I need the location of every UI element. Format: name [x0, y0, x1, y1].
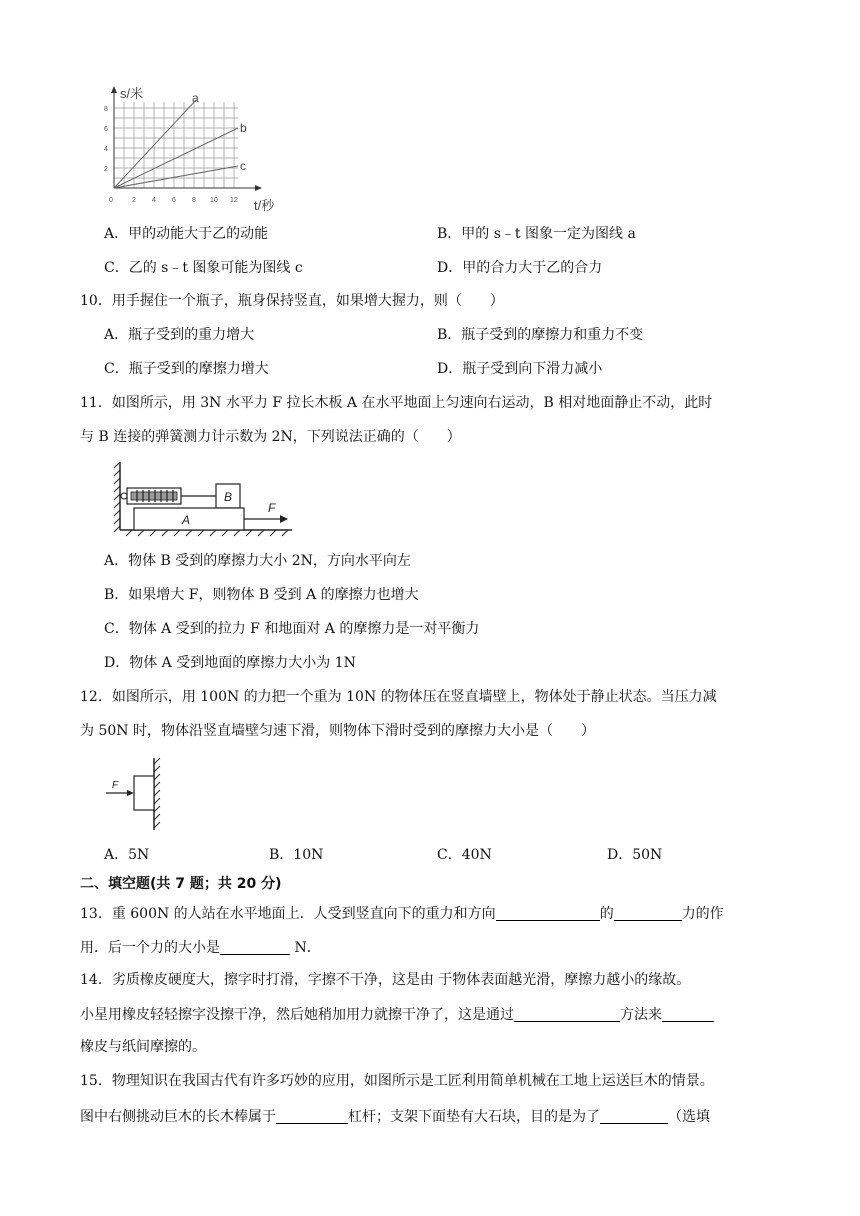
q11-option-a: A．物体 B 受到的摩擦力大小 2N，方向水平向左: [104, 553, 411, 569]
q9-option-a: A．甲的动能大于乙的动能: [104, 226, 269, 242]
q15-text: 杠杆；支架下面垫有大石块，目的是为了: [348, 1109, 600, 1125]
force-f-label: F: [268, 501, 276, 515]
block-b-label: B: [224, 490, 233, 504]
q11-option-c: C．物体 A 受到的拉力 F 和地面对 A 的摩擦力是一对平衡力: [104, 621, 480, 637]
q15-text: 图中右侧挑动巨木的长木棒属于: [80, 1109, 276, 1125]
q12-stem-line2: 为 50N 时，物体沿竖直墙壁匀速下滑，则物体下滑时受到的摩擦力大小是（ ）: [80, 723, 595, 739]
q15-text: （选填: [668, 1109, 710, 1125]
force-f-label: F: [112, 780, 119, 791]
x-tick: 2: [132, 197, 136, 204]
y-tick: 6: [104, 126, 108, 133]
q11-option-b: B．如果增大 F，则物体 B 受到 A 的摩擦力也增大: [104, 587, 419, 603]
q12-option-d: D．50N: [607, 847, 663, 863]
q9-option-c: C．乙的 s﹣t 图象可能为图线 c: [104, 260, 303, 276]
line-label-b: b: [240, 121, 247, 135]
q13-text: 的: [599, 906, 614, 922]
y-axis-label: s/米: [120, 86, 144, 101]
q15-blank-1[interactable]: [276, 1108, 348, 1124]
q13-blank-2[interactable]: [614, 905, 682, 921]
section-heading: 二、填空题(共 7 题；共 20 分): [80, 876, 282, 892]
q10-option-a: A．瓶子受到的重力增大: [104, 327, 255, 343]
y-tick: 8: [104, 106, 108, 113]
q14-line2: [80, 1006, 714, 1022]
q15-blank-2[interactable]: [600, 1108, 668, 1124]
q13-blank-3[interactable]: [220, 939, 290, 955]
line-c: [114, 166, 238, 188]
x-tick: 0: [109, 197, 113, 204]
q12-option-a: A．5N: [104, 847, 150, 863]
q11-stem-line1: 11．如图所示，用 3N 水平力 F 拉长木板 A 在水平地面上匀速向右运动，B 相对地面静止不动，此时: [80, 395, 713, 411]
q13-blank-1[interactable]: [496, 905, 600, 921]
y-tick: 2: [104, 166, 108, 173]
q14-text: 小星用橡皮轻轻擦字没擦干净，然后她稍加用力就擦干净了，这是通过: [80, 1007, 514, 1023]
q10-option-d: D．瓶子受到向下滑力减小: [437, 361, 603, 377]
q13-text: 13．重 600N 的人站在水平地面上．人受到竖直向下的重力和方向: [80, 906, 496, 922]
q10-option-b: B．瓶子受到的摩擦力和重力不变: [437, 327, 644, 343]
q15-line2: [80, 1108, 710, 1124]
spring-scale-figure: [112, 460, 294, 538]
q12-option-b: B．10N: [269, 847, 324, 863]
q10-option-c: C．瓶子受到的摩擦力增大: [104, 361, 269, 377]
q11-option-d: D．物体 A 受到地面的摩擦力大小为 1N: [104, 655, 356, 671]
x-axis-label: t/秒: [254, 198, 275, 213]
q13-line2: [80, 939, 321, 955]
q9-option-d: D．甲的合力大于乙的合力: [437, 260, 603, 276]
line-label-c: c: [240, 159, 246, 173]
x-tick: 6: [172, 197, 176, 204]
q12-option-c: C．40N: [437, 847, 492, 863]
x-tick: 10: [210, 197, 218, 204]
q13-text: 力的作: [681, 906, 724, 922]
q10-stem: 10．用手握住一个瓶子，瓶身保持竖直，如果增大握力，则（ ）: [80, 293, 504, 309]
q12-stem-line1: 12．如图所示，用 100N 的力把一个重为 10N 的物体压在竖直墙壁上，物体处于静止状态。当压力减: [80, 689, 717, 705]
q14-blank-1[interactable]: [514, 1006, 620, 1022]
q14-blank-2[interactable]: [662, 1006, 714, 1022]
q11-stem-line2: 与 B 连接的弹簧测力计示数为 2N，下列说法正确的（ ）: [80, 429, 461, 445]
y-tick: 4: [104, 146, 108, 153]
q13-line1: [80, 905, 724, 921]
wall-block-figure: [104, 756, 170, 832]
line-label-a: a: [192, 91, 199, 105]
x-tick: 4: [152, 197, 156, 204]
board-a-label: A: [182, 513, 191, 527]
q14-line3: 橡皮与纸间摩擦的。: [80, 1039, 206, 1055]
q14-line1: 14．劣质橡皮硬度大，擦字时打滑，字擦不干净，这是由 于物体表面越光滑，摩擦力越小的缘故。: [80, 972, 691, 988]
q15-line1: 15．物理知识在我国古代有许多巧妙的应用，如图所示是工匠利用简单机械在工地上运送巨木的情景。: [80, 1073, 714, 1089]
x-tick: 8: [192, 197, 196, 204]
st-graph: [96, 84, 286, 216]
q14-text: 方法来: [620, 1007, 662, 1023]
q9-option-b: B．甲的 s﹣t 图象一定为图线 a: [437, 226, 636, 242]
x-tick: 12: [230, 197, 238, 204]
q13-text: 用．后一个力的大小是: [80, 940, 220, 956]
pressed-block: [134, 776, 154, 810]
q13-text: N．: [290, 940, 321, 956]
